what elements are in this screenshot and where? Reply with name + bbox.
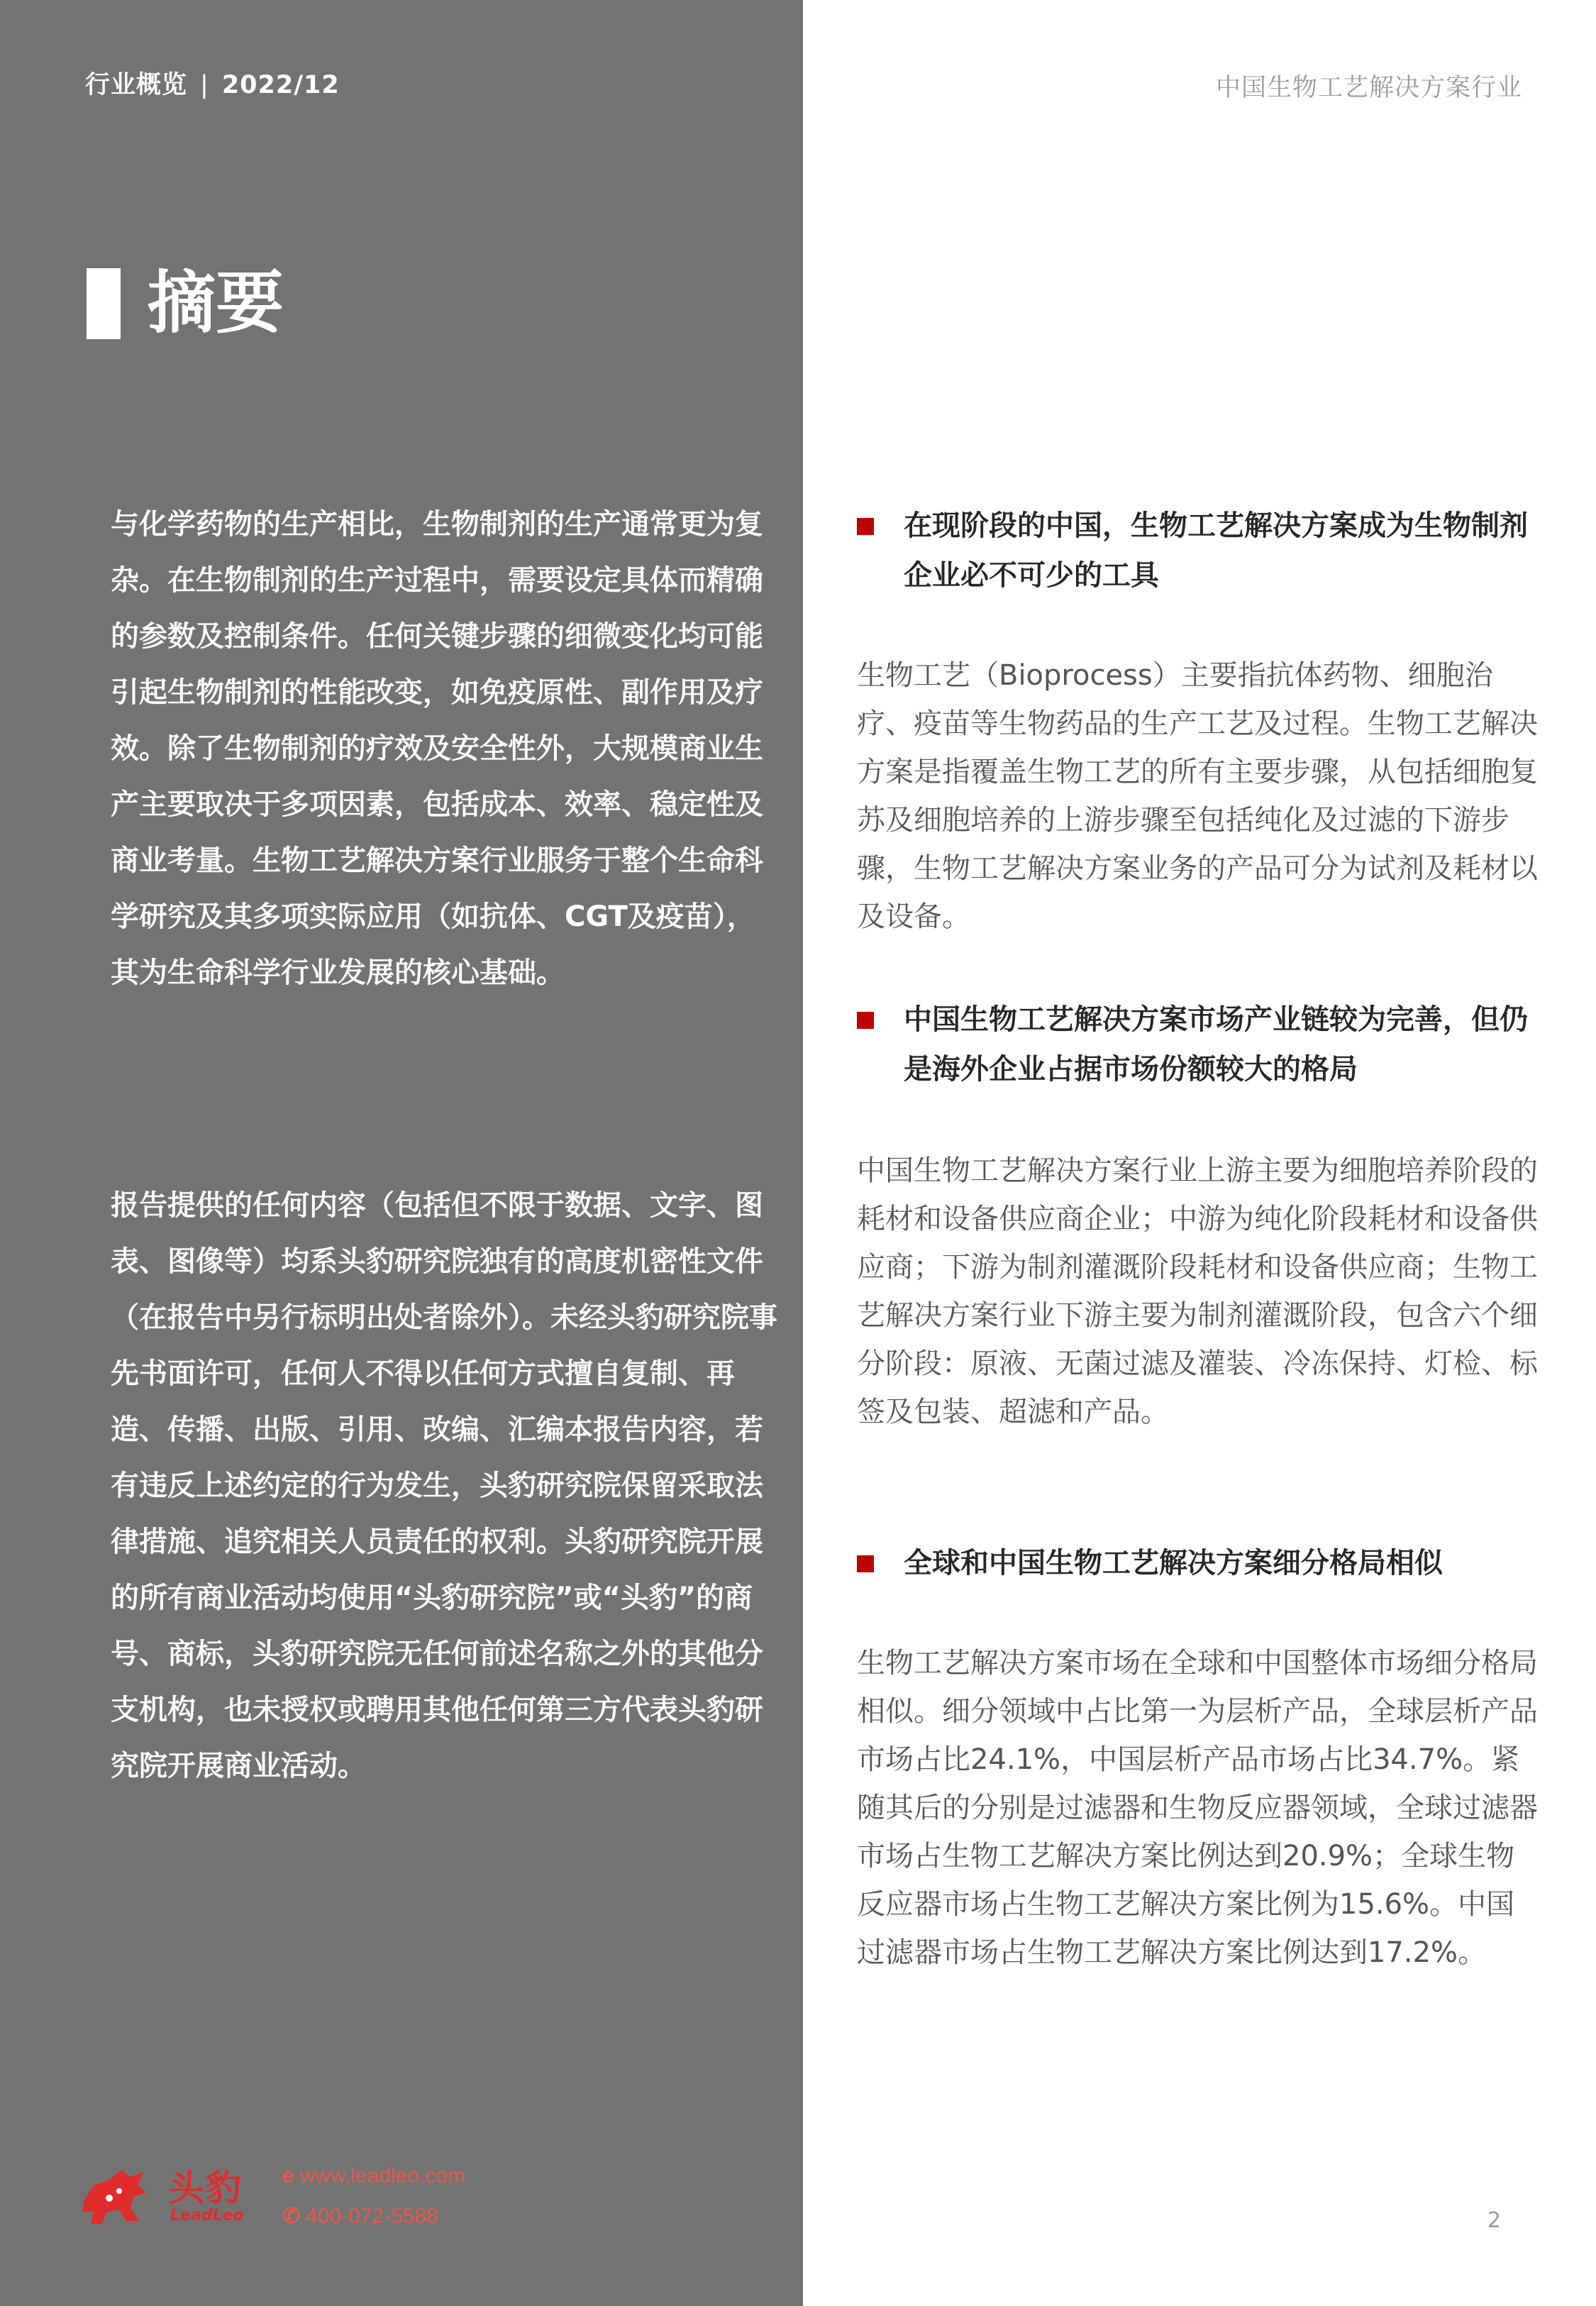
page-number: 2 [1487,2208,1501,2233]
web-icon: e [282,2164,294,2188]
header-separator: | [200,71,209,99]
header-date: 2022/12 [221,71,340,99]
logo-website [282,2164,465,2188]
leadleo-logo [78,2157,475,2235]
section-heading-2 [857,995,1541,1094]
square-bullet-icon [857,1012,874,1029]
section-body-1: 生物工艺（Bioprocess）主要指抗体药物、细胞治疗、疫苗等生物药品的生产工艺及过程。生物工艺解决方案是指覆盖生物工艺的所有主要步骤，从包括细胞复苏及细胞培养的上游步骤至包括纯化及过滤的下游步骤，生物工艺解决方案业务的产品可分为试剂及耗材以及设备。 [857,659,1538,933]
section-body-2: 中国生物工艺解决方案行业上游主要为细胞培养阶段的耗材和设备供应商企业；中游为纯化阶段耗材和设备供应商；下游为制剂灌溉阶段耗材和设备供应商；生物工艺解决方案行业下游主要为制剂灌溉阶段，包含六个细分阶段：原液、无菌过滤及灌装、冷冻保持、灯检、标签及包装、超滤和产品。 [857,1154,1538,1428]
website-text: www.leadleo.com [299,2164,466,2188]
section-heading-text: 在现阶段的中国，生物工艺解决方案成为生物制剂企业必不可少的工具 [904,509,1528,592]
report-title: 中国生物工艺解决方案行业 [1215,74,1522,102]
title-marker [87,268,121,339]
leopard-icon [78,2164,149,2228]
logo-phone [282,2204,438,2229]
header-left [85,65,340,101]
section-body-3: 生物工艺解决方案市场在全球和中国整体市场细分格局相似。细分领域中占比第一为层析产品，全球层析产品市场占比24.1%，中国层析产品市场占比34.7%。紧随其后的分别是过滤器和生物反应器领域，全球过滤器市场占生物工艺解决方案比例达到20.9%；全球生物反应器市场占生物工艺解决方案比例为15.6%。中国过滤器市场占生物工艺解决方案比例达到17.2%。 [857,1647,1538,1969]
disclaimer-paragraph: 报告提供的任何内容（包括但不限于数据、文字、图表、图像等）均系头豹研究院独有的高度机密性文件（在报告中另行标明出处者除外）。未经头豹研究院事先书面许可，任何人不得以任何方式擅自复制、再造、传播、出版、引用、改编、汇编本报告内容，若有违反上述约定的行为发生，头豹研究院保留采取法律措施、追究相关人员责任的权利。头豹研究院开展的所有商业活动均使用“头豹研究院”或“头豹”的商号、商标，头豹研究院无任何前述名称之外的其他分支机构，也未授权或聘用其他任何第三方代表头豹研究院开展商业活动。 [111,1189,777,1782]
section-heading-1 [857,501,1541,600]
page-title: 摘要 [148,263,284,343]
summary-paragraph: 与化学药物的生产相比，生物制剂的生产通常更为复杂。在生物制剂的生产过程中，需要设定具体而精确的参数及控制条件。任何关键步骤的细微变化均可能引起生物制剂的性能改变，如免疫原性、副作用及疗效。除了生物制剂的疗效及安全性外，大规模商业生产主要取决于多项因素，包括成本、效率、稳定性及商业考量。生物工艺解决方案行业服务于整个生命科学研究及其多项实际应用（如抗体、CGT及疫苗），其为生命科学行业发展的核心基础。 [111,508,763,989]
logo-brand: 头豹 [169,2168,243,2209]
section-heading-3 [857,1538,1541,1588]
section-heading-text: 全球和中国生物工艺解决方案细分格局相似 [904,1547,1443,1579]
phone-text: 400-072-5588 [306,2205,438,2228]
logo-brand-en: LeadLeo [170,2207,244,2224]
square-bullet-icon [857,518,874,535]
phone-icon: ✆ [282,2205,301,2228]
header-category: 行业概览 [85,71,188,99]
square-bullet-icon [857,1555,874,1572]
section-heading-text: 中国生物工艺解决方案市场产业链较为完善，但仍是海外企业占据市场份额较大的格局 [904,1003,1528,1086]
